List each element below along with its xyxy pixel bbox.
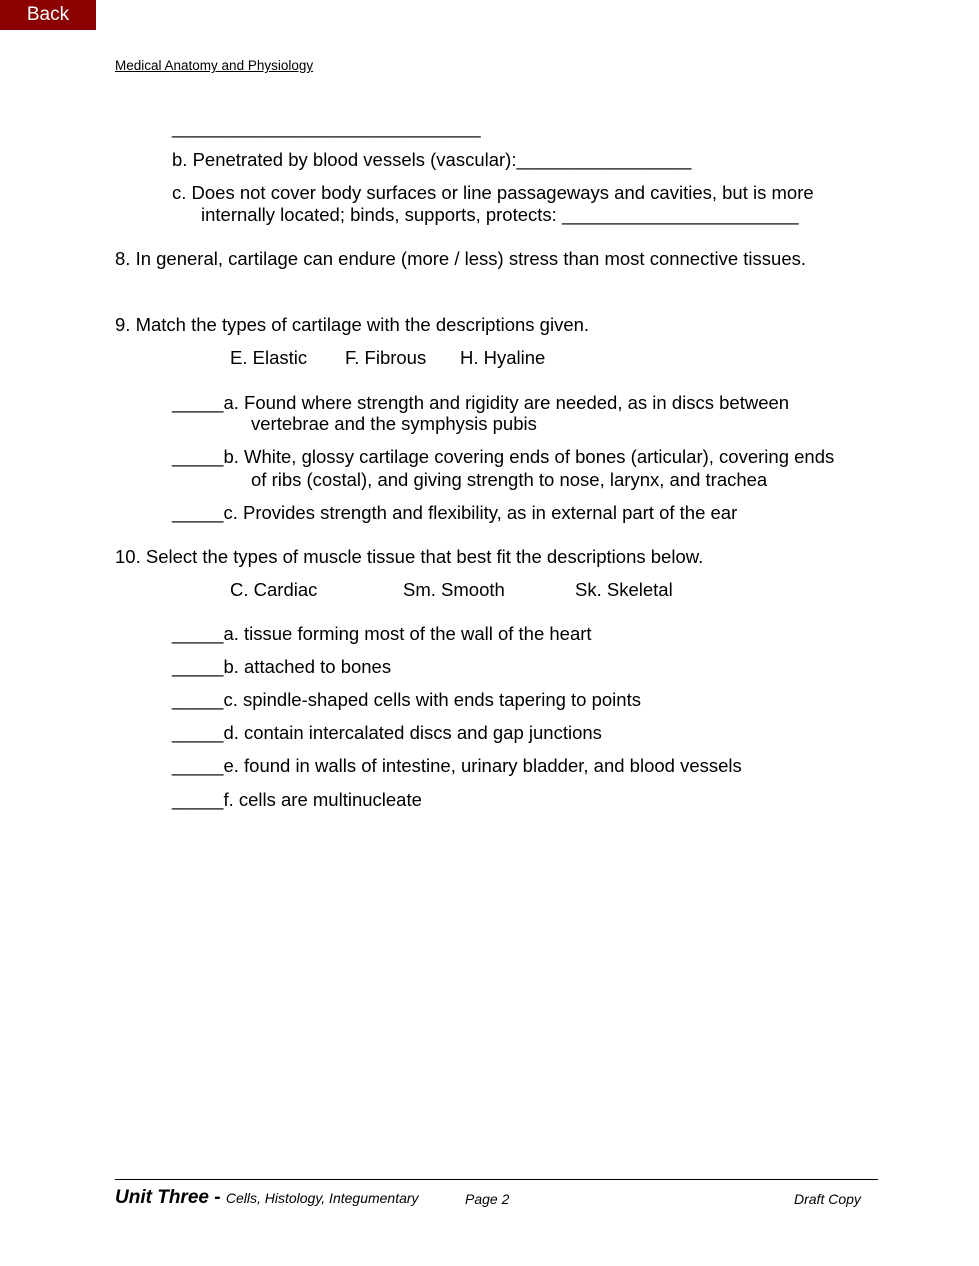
- q9-item-a-line1: _____a. Found where strength and rigidity are needed, as in discs between: [172, 392, 790, 413]
- q10-item-a: _____a. tissue forming most of the wall of the heart: [172, 623, 592, 644]
- footer-page-number: Page 2: [465, 1191, 510, 1207]
- q10-option-smooth: Sm. Smooth: [403, 579, 505, 600]
- q9-option-elastic: E. Elastic: [230, 347, 308, 368]
- footer-divider: [115, 1179, 878, 1180]
- back-button[interactable]: Back: [0, 0, 96, 30]
- footer-unit: Unit Three -: [115, 1187, 226, 1208]
- q10-item-c: _____c. spindle-shaped cells with ends tapering to points: [172, 689, 641, 710]
- answer-blank-line: ______________________________: [172, 117, 481, 138]
- q7-item-c-line1: c. Does not cover body surfaces or line passageways and cavities, but is more: [172, 182, 814, 203]
- footer-title: [115, 1187, 419, 1209]
- q9-item-b-line1: _____b. White, glossy cartilage covering ends of bones (articular), covering ends: [172, 446, 835, 467]
- q10-item-d: _____d. contain intercalated discs and gap junctions: [172, 722, 602, 743]
- q10-item-b: _____b. attached to bones: [172, 656, 392, 677]
- question-10-prompt: 10. Select the types of muscle tissue that best fit the descriptions below.: [115, 546, 704, 567]
- q9-item-a-line2: vertebrae and the symphysis pubis: [251, 413, 537, 434]
- question-8: 8. In general, cartilage can endure (more / less) stress than most connective tissues.: [115, 248, 806, 269]
- q10-option-skeletal: Sk. Skeletal: [575, 579, 673, 600]
- course-header: Medical Anatomy and Physiology: [115, 58, 314, 73]
- question-9-prompt: 9. Match the types of cartilage with the descriptions given.: [115, 314, 590, 335]
- q10-option-cardiac: C. Cardiac: [230, 579, 318, 600]
- footer-draft-status: Draft Copy: [794, 1191, 861, 1207]
- q9-option-hyaline: H. Hyaline: [460, 347, 546, 368]
- q9-item-c: _____c. Provides strength and flexibility, as in external part of the ear: [172, 502, 738, 523]
- q9-option-fibrous: F. Fibrous: [345, 347, 427, 368]
- q10-item-e: _____e. found in walls of intestine, urinary bladder, and blood vessels: [172, 755, 742, 776]
- footer-subtitle: Cells, Histology, Integumentary: [225, 1190, 419, 1206]
- q7-item-b: b. Penetrated by blood vessels (vascular):_________________: [172, 149, 692, 170]
- q10-item-f: _____f. cells are multinucleate: [172, 789, 422, 810]
- q7-item-c-line2: internally located; binds, supports, protects: _______________________: [201, 204, 799, 225]
- q9-item-b-line2: of ribs (costal), and giving strength to nose, larynx, and trachea: [251, 469, 768, 490]
